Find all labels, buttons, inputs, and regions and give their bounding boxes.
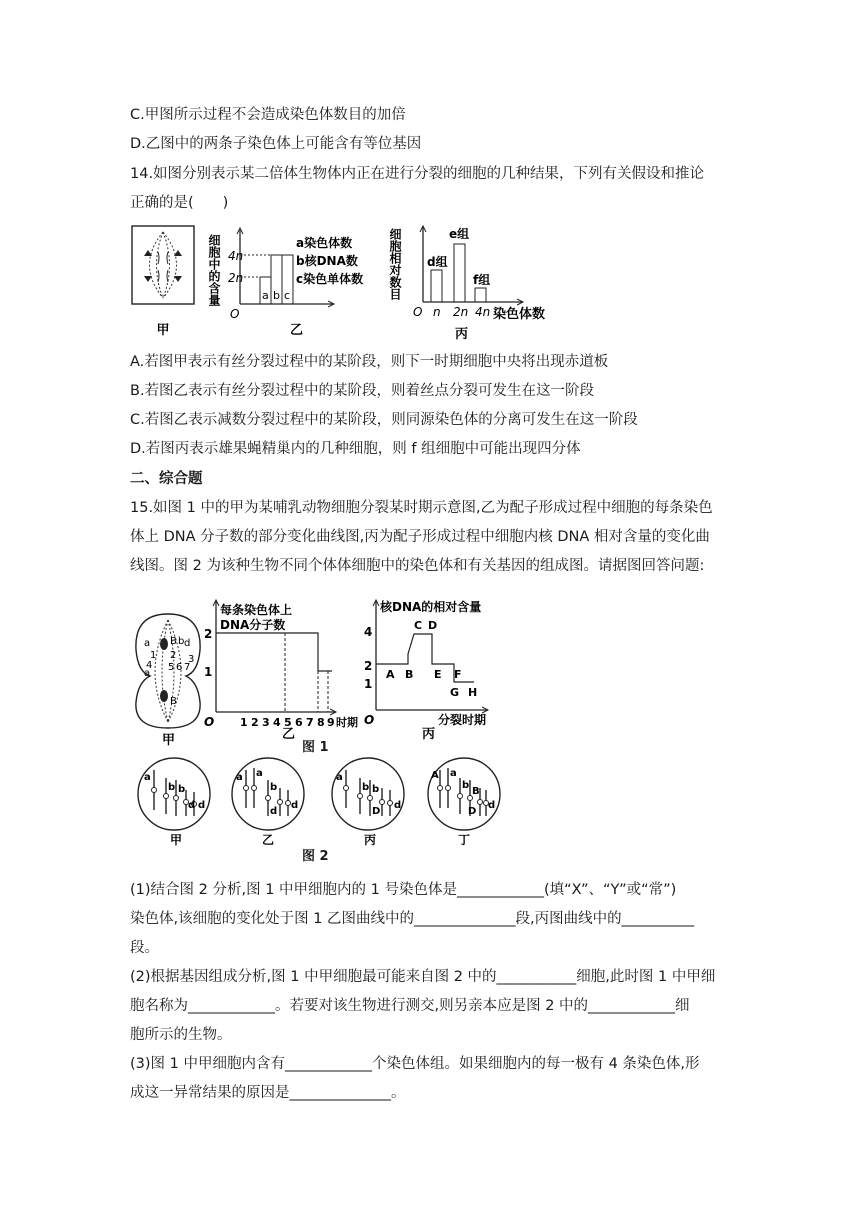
svg-text:B: B [405,668,414,681]
q15-figure-2 [128,756,508,846]
q15-part1-line3: 段。 [130,940,159,956]
fig1-yi-caption: 乙 [282,727,296,742]
svg-text:O: O [364,713,375,727]
fig2-cell-jia [138,758,210,830]
svg-text:6: 6 [295,716,303,729]
fig-bing-xtick-n: n [433,305,441,319]
svg-text:d: d [488,800,496,811]
svg-text:2: 2 [364,659,373,673]
q15-stem-line2: 体上 DNA 分子数的部分变化曲线图,丙为配子形成过程中细胞内核 DNA 相对含量的变化曲 [130,529,710,545]
fig-yi-legend-c: c染色单体数 [296,272,364,286]
svg-text:乙: 乙 [262,833,275,847]
fig-bing-xlabel: 染色体数 [493,307,546,322]
fig-bing-bar-f [475,288,486,302]
fig-jia-caption: 甲 [156,323,170,338]
svg-text:5: 5 [284,716,292,729]
fig1-bing-chart [364,599,488,742]
svg-text:B: B [472,786,480,797]
svg-text:b: b [178,784,186,795]
svg-text:a: a [144,638,151,649]
svg-text:1: 1 [204,665,213,679]
q15-figure-1 [128,592,508,750]
fig1-yi-chart [204,600,358,742]
svg-text:b: b [462,780,470,791]
svg-text:b: b [270,782,278,793]
fig-bing-bar-d [431,270,442,302]
svg-text:a: a [144,772,151,783]
fig2-cell-bing [332,758,404,830]
fig-yi-bar-label-b: b [273,289,280,302]
svg-text:丙: 丙 [364,833,377,847]
svg-text:3: 3 [188,654,195,665]
q14-figure-jia [128,222,218,342]
svg-text:7: 7 [184,662,191,673]
svg-text:6: 6 [176,662,183,673]
q14-stem-line2: 正确的是( ) [130,195,229,211]
svg-text:A: A [386,668,395,681]
svg-text:1: 1 [364,677,373,691]
svg-text:H: H [468,686,478,699]
svg-text:D: D [468,806,477,817]
fig-bing-xtick-4n: 4n [475,305,491,319]
q13-option-c: C.甲图所示过程不会造成染色体数目的加倍 [130,107,406,123]
q14-figure-yi [208,222,388,342]
q15-stem-line3: 线图。图 2 为该种生物不同个体体细胞中的染色体和有关基因的组成图。请据图回答问题: [130,558,705,574]
svg-text:a: a [450,768,457,779]
svg-text:9: 9 [327,716,335,729]
svg-text:b: b [362,782,370,793]
q15-part1-line1: (1)结合图 2 分析,图 1 中甲细胞内的 1 号染色体是____________(填“X”、“Y”或“常”) [130,882,677,898]
q14-option-c: C.若图乙表示减数分裂过程中的某阶段，则同源染色体的分离可发生在这一阶段 [130,412,638,428]
svg-text:2: 2 [251,716,259,729]
fig2-cell-ding [428,758,500,830]
fig-bing-bar-e [454,244,465,302]
q14-option-a: A.若图甲表示有丝分裂过程中的某阶段，则下一时期细胞中央将出现赤道板 [130,354,609,370]
svg-text:3: 3 [262,716,270,729]
svg-text:A: A [431,770,439,781]
svg-text:b: b [168,782,176,793]
svg-text:4: 4 [364,625,373,639]
fig1-yi-curve [216,633,332,671]
section-heading-synthesis: 二、综合题 [130,471,203,487]
svg-text:2: 2 [170,650,177,661]
fig-yi-ytick-2n: 2n [228,271,244,285]
svg-text:7: 7 [306,716,314,729]
q15-part3-line2: 成这一异常结果的原因是______________。 [130,1085,406,1101]
svg-text:G: G [450,686,460,699]
svg-text:丁: 丁 [458,833,471,847]
svg-text:1: 1 [240,716,248,729]
svg-text:a: a [144,668,151,679]
fig-yi-legend-b: b核DNA数 [296,254,358,268]
svg-text:C: C [414,619,423,632]
q15-part1-line2: 染色体,该细胞的变化处于图 1 乙图曲线中的______________段,丙图曲线中的__________ [130,911,695,927]
svg-text:每条染色体上: 每条染色体上 [220,603,293,617]
fig-bing-origin: O [413,305,423,319]
q14-option-d: D.若图丙表示雄果蝇精巢内的几种细胞，则 f 组细胞中可能出现四分体 [130,441,581,457]
svg-text:B: B [170,636,177,647]
q15-stem-line1: 15.如图 1 中的甲为某哺乳动物细胞分裂某时期示意图,乙为配子形成过程中细胞的每条染色 [130,500,713,516]
svg-text:d: d [184,638,191,649]
fig-bing-label-e: e组 [449,227,470,241]
fig2-cell-yi [232,758,304,830]
svg-text:F: F [454,668,462,681]
fig-yi-ylabel: 细胞中的含量 [207,234,221,306]
fig-bing-xtick-2n: 2n [453,305,469,319]
figure-1-caption: 图 1 [302,740,329,755]
fig1-bing-caption: 丙 [422,727,436,742]
q14-figure-bing [388,218,563,342]
fig-bing-caption: 丙 [455,327,469,342]
svg-text:O: O [204,715,215,729]
svg-text:时期: 时期 [336,716,358,729]
fig-yi-bar-label-c: c [284,289,291,302]
svg-text:D: D [372,806,381,817]
svg-text:甲: 甲 [170,833,183,847]
svg-text:E: E [434,668,442,681]
fig-yi-ytick-4n: 4n [228,249,244,263]
q14-option-b: B.若图乙表示有丝分裂过程中的某阶段，则着丝点分裂可发生在这一阶段 [130,383,595,399]
fig-bing-label-d: d组 [427,255,448,269]
svg-text:4: 4 [146,660,153,671]
q15-part2-line1: (2)根据基因组成分析,图 1 中甲细胞最可能来自图 2 中的___________细胞,此时图 1 中甲细 [130,969,716,985]
svg-text:d: d [270,806,278,817]
q14-stem-line1: 14.如图分别表示某二倍体生物体内正在进行分裂的细胞的几种结果，下列有关假设和推论 [130,166,705,182]
q15-part2-line3: 胞所示的生物。 [130,1027,232,1043]
svg-text:4: 4 [273,716,281,729]
svg-text:a: a [256,768,263,779]
svg-text:1: 1 [150,650,157,661]
svg-text:d: d [198,800,206,811]
figure-2-caption: 图 2 [302,849,329,864]
svg-text:DNA分子数: DNA分子数 [220,618,286,632]
fig-yi-origin: O [230,307,240,321]
fig1-jia-cell [136,614,200,748]
svg-text:a: a [336,772,343,783]
fig-yi-legend-a: a染色体数 [296,236,353,250]
fig-yi-bar-label-a: a [262,289,269,302]
svg-text:d: d [291,800,299,811]
svg-text:D: D [428,619,438,632]
svg-text:d: d [188,800,196,811]
q13-option-d: D.乙图中的两条子染色体上可能含有等位基因 [130,136,422,152]
svg-text:分裂时期: 分裂时期 [438,713,487,727]
svg-text:2: 2 [204,627,213,641]
svg-text:b: b [178,636,185,647]
fig-yi-caption: 乙 [290,323,304,338]
fig-bing-label-f: f组 [473,273,491,287]
svg-text:8: 8 [317,716,325,729]
q15-part3-line1: (3)图 1 中甲细胞内含有____________个染色体组。如果细胞内的每一极有 4 条染色体,形 [130,1056,700,1072]
q15-part2-line2: 胞名称为____________。若要对该生物进行测交,则另亲本应是图 2 中的____________细 [130,998,690,1014]
svg-text:a: a [236,772,243,783]
svg-text:B: B [170,696,177,707]
svg-text:5: 5 [168,662,175,673]
fig1-jia-caption: 甲 [162,733,176,748]
fig-bing-ylabel: 细胞相对数目 [388,228,402,300]
svg-text:b: b [372,784,380,795]
svg-text:d: d [394,800,402,811]
svg-text:核DNA的相对含量: 核DNA的相对含量 [380,600,482,614]
